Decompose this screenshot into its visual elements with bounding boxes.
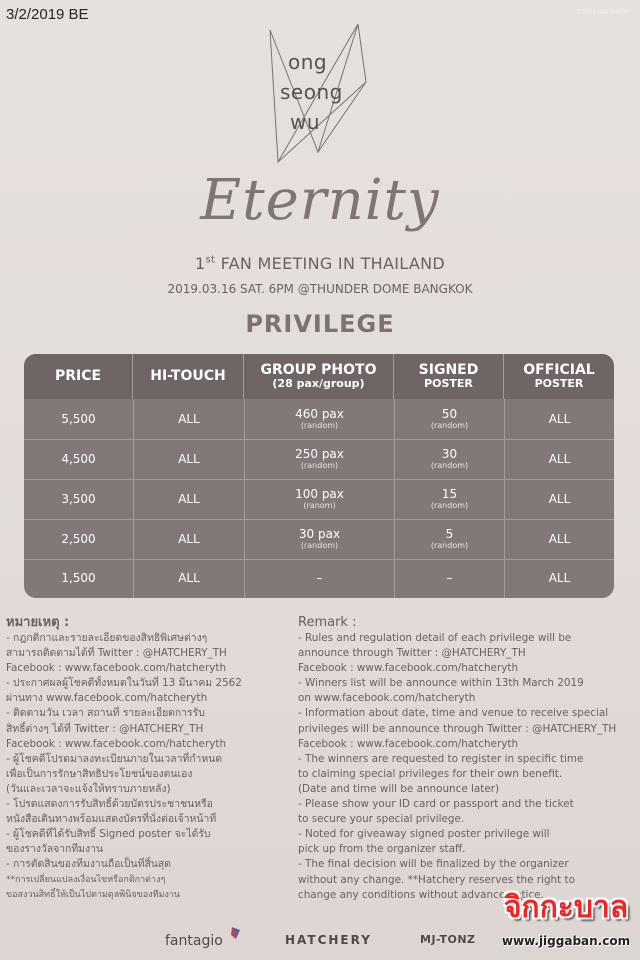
header-signed-poster	[394, 354, 504, 399]
group-photo-cell	[245, 559, 394, 598]
note-line: **การเปลี่ยนแปลงเงื่อนไขหรือกติกาต่างๆ	[6, 874, 166, 885]
note-line: Facebook : www.facebook.com/hatcheryth	[298, 662, 519, 675]
fantagio-mark-icon	[230, 926, 242, 940]
signed-poster-value: 30	[441, 447, 458, 461]
price-cell	[24, 559, 133, 598]
notes-thai	[6, 614, 298, 903]
group-photo-cell	[245, 399, 394, 439]
official-poster-value: ALL	[548, 451, 571, 466]
signed-poster-note: (random)	[430, 501, 469, 511]
note-line: - Information about date, time and venue to receive special	[298, 707, 609, 720]
notes-english-heading: Remark :	[298, 615, 357, 630]
signed-poster-value: 50	[441, 407, 458, 421]
notes-thai-lines	[6, 631, 298, 903]
group-photo-value: 100 pax	[295, 487, 344, 501]
price-cell	[24, 399, 133, 439]
group-photo-note: (ranom)	[303, 501, 336, 511]
group-photo-value: 250 pax	[295, 447, 344, 461]
header-sublabel: POSTER	[534, 377, 584, 391]
header-sublabel: (28 pax/group)	[272, 377, 365, 391]
header-sublabel: POSTER	[424, 377, 473, 391]
site-watermark	[492, 884, 640, 960]
hitouch-value: ALL	[178, 491, 200, 506]
sponsor-fantagio: fantagio	[165, 933, 223, 949]
price-cell	[24, 519, 133, 559]
official-poster-value: ALL	[548, 411, 571, 426]
copyright-text: © 2019 HATCHERY	[576, 10, 630, 16]
header-label: GROUP PHOTO	[260, 362, 377, 379]
official-poster-value: ALL	[548, 571, 571, 586]
signed-poster-cell	[395, 519, 504, 559]
hitouch-cell	[134, 559, 244, 598]
group-photo-value: 460 pax	[295, 407, 344, 421]
signed-poster-value: –	[446, 571, 453, 586]
note-line: (Date and time will be announce later)	[298, 782, 500, 795]
event-details: 2019.03.16 SAT. 6PM @THUNDER DOME BANGKOK	[167, 282, 473, 296]
event-subtitle	[0, 254, 640, 273]
table-header-row	[24, 354, 614, 399]
note-line: to claiming special privileges for their own benefit.	[298, 767, 563, 780]
price-cell	[24, 479, 133, 519]
watermark-logo-text: จิกกะบาล	[503, 890, 629, 925]
note-line: Facebook : www.facebook.com/hatcheryth	[298, 737, 519, 750]
notes-thai-heading: หมายเหตุ :	[6, 615, 70, 630]
note-line: - ผู้โชคดีโปรดมาลงทะเบียนภายในเวลาที่กำหนด	[6, 752, 223, 765]
privilege-heading: PRIVILEGE	[245, 310, 395, 338]
note-line: - Rules and regulation detail of each privilege will be	[298, 632, 572, 644]
sponsor-hatchery: HATCHERY	[285, 933, 372, 947]
group-photo-note: (random)	[300, 461, 339, 471]
price-value: 2,500	[61, 531, 96, 546]
watermark-url: www.jiggaban.com	[501, 934, 631, 948]
sponsor-mjtonz: MJ-TONZ	[420, 933, 476, 946]
official-poster-cell	[505, 479, 614, 519]
price-value: 1,500	[61, 571, 96, 586]
note-line: pick up from the organizer staff.	[298, 843, 466, 856]
logo-word-3: wu	[290, 110, 321, 134]
group-photo-value: –	[316, 571, 323, 586]
note-line: สิทธิ์ต่างๆ ได้ที่ Twitter : @HATCHERY_TH	[6, 722, 204, 735]
privilege-table	[24, 354, 614, 598]
signed-poster-note: (random)	[430, 421, 469, 431]
logo-word-2: seong	[280, 80, 343, 104]
header-label: PRICE	[54, 368, 102, 385]
price-value: 5,500	[61, 411, 96, 426]
note-line: - Please show your ID card or passport and the ticket	[298, 798, 574, 811]
group-photo-note: (random)	[300, 541, 339, 551]
event-title: Eternity	[200, 168, 440, 233]
hitouch-cell	[134, 519, 244, 559]
signed-poster-cell	[395, 479, 504, 519]
signed-poster-cell	[395, 399, 504, 439]
date-stamp: 3/2/2019 BE	[6, 6, 89, 23]
signed-poster-value: 5	[445, 527, 454, 541]
note-line: - The winners are requested to register in specific time	[298, 752, 584, 765]
note-line: - ประกาศผลผู้โชคดีทั้งหมดในวันที่ 13 มีนาคม 2562	[6, 677, 242, 690]
header-group-photo	[244, 354, 394, 399]
subtitle-ordinal: st	[205, 254, 216, 266]
price-value: 3,500	[61, 491, 96, 506]
signed-poster-cell	[395, 439, 504, 479]
note-line: Facebook : www.facebook.com/hatcheryth	[6, 662, 227, 675]
signed-poster-note: (random)	[430, 461, 469, 471]
table-body	[24, 399, 614, 598]
subtitle-number: 1	[195, 254, 206, 273]
official-poster-cell	[505, 559, 614, 598]
note-line: Facebook : www.facebook.com/hatcheryth	[6, 737, 227, 750]
note-line: - โปรดแสดงการรับสิทธิ์ด้วยบัตรประชาชนหรือ	[6, 798, 213, 811]
signed-poster-value: 15	[441, 487, 458, 501]
note-line: without any change. **Hatchery reserves the right to	[298, 873, 575, 886]
header-label: OFFICIAL	[523, 362, 595, 379]
note-line: - การตัดสินของทีมงานถือเป็นที่สิ้นสุด	[6, 858, 171, 871]
note-line: - กฎกติกาและรายละเอียดของสิทธิพิเศษต่างๆ	[6, 632, 208, 644]
price-value: 4,500	[61, 451, 96, 466]
signed-poster-cell	[395, 559, 504, 598]
note-line: เพื่อเป็นการรักษาสิทธิประโยชน์ของตนเอง	[6, 767, 193, 780]
header-label: SIGNED	[418, 362, 479, 379]
note-line: change any conditions without advance notice.	[298, 888, 544, 901]
note-line: สามารถติดตามได้ที่ Twitter : @HATCHERY_TH	[6, 647, 227, 660]
artist-logo	[258, 22, 378, 167]
note-line: - Winners list will be announce within 13th March 2019	[298, 677, 584, 690]
note-line: - ติดตามวัน เวลา สถานที่ รายละเอียดการรับ	[6, 707, 205, 720]
note-line: on www.facebook.com/hatcheryth	[298, 692, 476, 705]
subtitle-text: FAN MEETING IN THAILAND	[215, 254, 445, 273]
price-cell	[24, 439, 133, 479]
note-line: privileges will be announce through Twitter : @HATCHERY_TH	[298, 722, 617, 735]
hitouch-cell	[134, 439, 244, 479]
official-poster-cell	[505, 399, 614, 439]
note-line: ของรางวัลจากทีมงาน	[6, 843, 104, 856]
signed-poster-note: (random)	[430, 541, 469, 551]
official-poster-value: ALL	[548, 491, 571, 506]
group-photo-cell	[245, 439, 394, 479]
official-poster-cell	[505, 519, 614, 559]
note-line: ขอสงวนสิทธิ์ให้เป็นไปตามดุลพินิจของทีมงาน	[6, 889, 181, 900]
note-line: announce through Twitter : @HATCHERY_TH	[298, 647, 526, 660]
note-line: - The final decision will be finalized by the organizer	[298, 858, 569, 871]
official-poster-value: ALL	[548, 531, 571, 546]
official-poster-cell	[505, 439, 614, 479]
group-photo-cell	[245, 479, 394, 519]
hitouch-cell	[134, 479, 244, 519]
notes-english-lines	[298, 631, 636, 903]
group-photo-cell	[245, 519, 394, 559]
hitouch-cell	[134, 399, 244, 439]
note-line: (วันและเวลาจะแจ้งให้ทราบภายหลัง)	[6, 782, 171, 795]
hitouch-value: ALL	[178, 411, 200, 426]
header-hitouch	[133, 354, 244, 399]
group-photo-note: (random)	[300, 421, 339, 431]
note-line: หนังสือเดินทางพร้อมแสดงบัตรที่นั่งต่อเจ้าหน้าที่	[6, 813, 217, 826]
group-photo-value: 30 pax	[298, 527, 341, 541]
note-line: - ผู้โชคดีที่ได้รับสิทธิ์ Signed poster จะได้รับ	[6, 828, 211, 841]
notes-english	[298, 614, 636, 903]
hitouch-value: ALL	[178, 451, 200, 466]
header-price	[24, 354, 133, 399]
header-official-poster	[504, 354, 614, 399]
hitouch-value: ALL	[178, 571, 200, 586]
note-line: - Noted for giveaway signed poster privilege will	[298, 828, 550, 841]
logo-word-1: ong	[288, 50, 328, 74]
header-label: HI-TOUCH	[150, 368, 226, 385]
hitouch-value: ALL	[178, 531, 200, 546]
note-line: to secure your special privilege.	[298, 813, 465, 826]
note-line: ผ่านทาง www.facebook.com/hatcheryth	[6, 692, 208, 705]
